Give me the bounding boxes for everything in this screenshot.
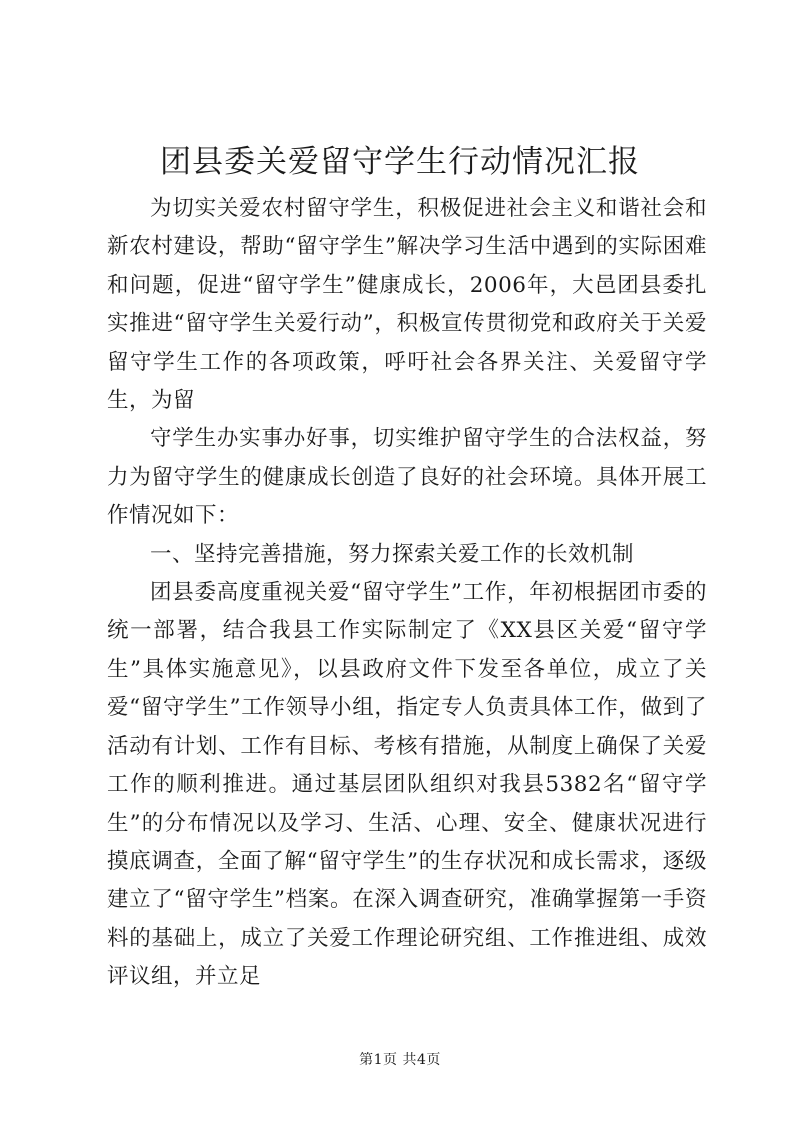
section-heading-1: 一、坚持完善措施，努力探索关爱工作的长效机制 — [150, 541, 635, 567]
page-footer: 第1页 共4页 — [359, 1052, 441, 1068]
paragraph-intro: 为切实关爱农村留守学生，积极促进社会主义和谐社会和新农村建设，帮助“留守学生”解决学习生活中遇到的实际困难和问题，促进“留守学生”健康成长，2006年，大邑团县委扎实推进“留守学生关爱行动”，积极宣传贯彻党和政府关于关爱留守学生工作的各项政策，呼吁社会各界关注、关爱留守学生，为留 — [107, 196, 707, 414]
paragraph-continuation: 守学生办实事办好事，切实维护留守学生的合法权益，努力为留守学生的健康成长创造了良好的社会环境。具体开展工作情况如下： — [107, 426, 707, 529]
paragraph-section-1: 团县委高度重视关爱“留守学生”工作，年初根据团市委的统一部署，结合我县工作实际制定了《XX县区关爱“留守学生”具体实施意见》，以县政府文件下发至各单位，成立了关爱“留守学生”工作领导小组，指定专人负责具体工作，做到了活动有计划、工作有目标、考核有措施，从制度上确保了关爱工作的顺利推进。通过基层团队组织对我县5382名“留守学生”的分布情况以及学习、生活、心理、安全、健康状况进行摸底调查，全面了解“留守学生”的生存状况和成长需求，逐级建立了“留守学生”档案。在深入调查研究，准确掌握第一手资料的基础上，成立了关爱工作理论研究组、工作推进组、成效评议组，并立足 — [107, 580, 707, 990]
document-body — [107, 190, 707, 997]
document-title: 团县委关爱留守学生行动情况汇报 — [160, 144, 640, 180]
